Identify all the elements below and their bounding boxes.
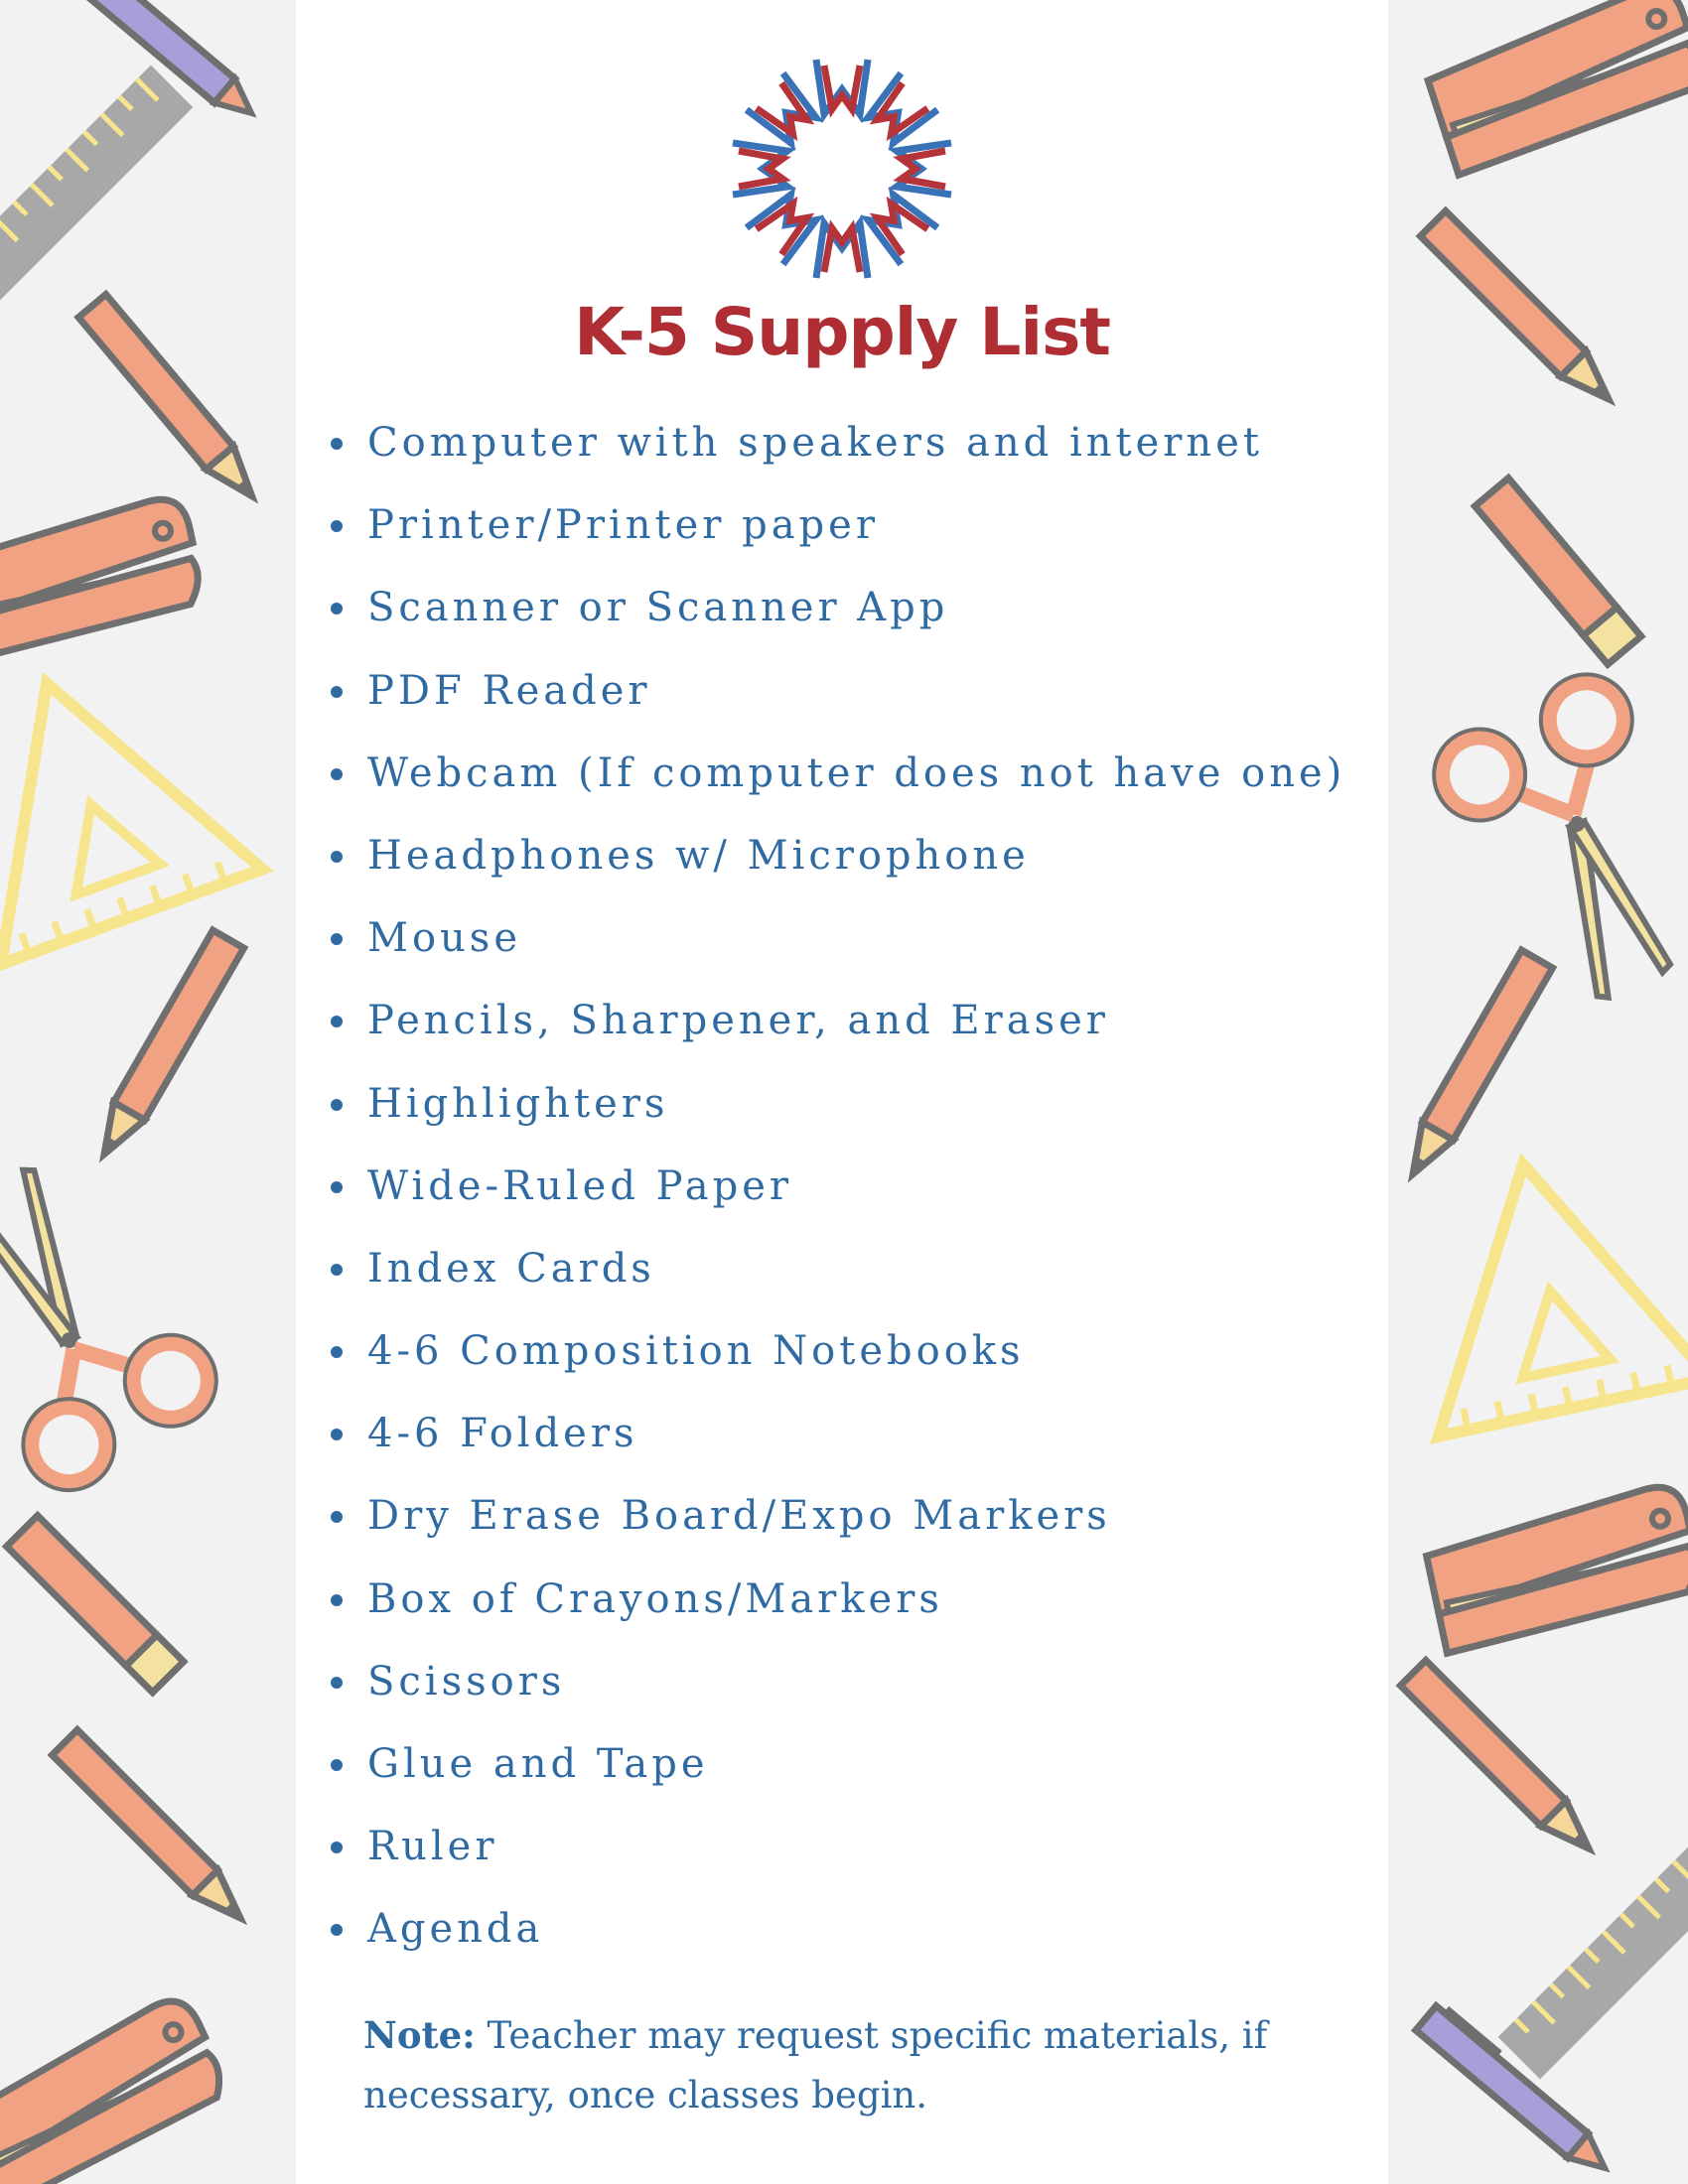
bullet-icon — [331, 438, 343, 450]
right-decorative-border — [1388, 0, 1688, 2184]
note-paragraph — [363, 2005, 1336, 2125]
note-text: Teacher may request specific materials, if necessary, once classes begin. — [363, 2014, 1268, 2116]
stapler-icon — [0, 1992, 234, 2184]
list-item-label: Agenda — [367, 1906, 544, 1953]
bullet-icon — [331, 1677, 343, 1689]
list-item-label: Index Cards — [367, 1245, 655, 1292]
bullet-icon — [331, 1099, 343, 1111]
list-item — [326, 1723, 1345, 1806]
stapler-icon — [1422, 0, 1688, 175]
list-item — [326, 1393, 1345, 1475]
list-item-label: 4-6 Composition Notebooks — [367, 1328, 1025, 1375]
pencil-icon — [78, 295, 265, 508]
left-decorative-border — [0, 0, 296, 2184]
bullet-icon — [331, 603, 343, 614]
marker-icon — [1475, 478, 1640, 665]
list-item-label: Computer with speakers and internet — [367, 420, 1263, 466]
bullet-icon — [331, 1264, 343, 1276]
bullet-icon — [331, 1759, 343, 1771]
bullet-icon — [331, 520, 343, 532]
list-item-label: Highlighters — [367, 1080, 669, 1127]
bullet-icon — [331, 1016, 343, 1027]
list-item — [326, 897, 1345, 980]
list-item-label: Pencils, Sharpener, and Eraser — [367, 998, 1109, 1044]
list-item-label: Ruler — [367, 1824, 498, 1870]
list-item-label: Headphones w/ Microphone — [367, 832, 1030, 879]
list-item — [326, 1559, 1345, 1641]
list-item-label: PDF Reader — [367, 667, 651, 714]
bullet-icon — [331, 1346, 343, 1358]
list-item — [326, 980, 1345, 1062]
set-square-icon — [1388, 1136, 1688, 1436]
list-item — [326, 650, 1345, 733]
stapler-icon — [1423, 1482, 1688, 1654]
pencil-icon — [1400, 1660, 1601, 1860]
set-square-icon — [0, 636, 262, 965]
bullet-icon — [331, 1594, 343, 1606]
list-item-label: Dry Erase Board/Expo Markers — [367, 1493, 1111, 1540]
bullet-icon — [331, 686, 343, 698]
page-title: K-5 Supply List — [574, 294, 1110, 370]
list-item — [326, 733, 1345, 815]
list-item-label: Mouse — [367, 915, 521, 962]
bullet-icon — [331, 933, 343, 945]
list-item-label: 4-6 Folders — [367, 1411, 638, 1457]
supply-list — [326, 402, 1345, 1972]
list-item — [326, 402, 1345, 484]
list-item — [326, 1806, 1345, 1888]
pencil-icon — [1420, 210, 1620, 411]
list-item-label: Scanner or Scanner App — [367, 585, 949, 631]
bullet-icon — [331, 1924, 343, 1936]
list-item-label: Printer/Printer paper — [367, 502, 879, 549]
list-item-label: Glue and Tape — [367, 1741, 709, 1787]
bullet-icon — [331, 1511, 343, 1523]
list-item — [326, 1641, 1345, 1723]
bullet-icon — [331, 1842, 343, 1853]
bullet-icon — [331, 1429, 343, 1440]
list-item — [326, 1228, 1345, 1310]
logo-icon — [723, 50, 961, 288]
stapler-icon — [0, 494, 208, 666]
list-item — [326, 567, 1345, 649]
ruler-icon — [0, 66, 193, 333]
scissors-icon — [0, 1132, 237, 1505]
list-item — [326, 1888, 1345, 1971]
list-item — [326, 815, 1345, 897]
pencil-icon — [52, 1729, 252, 1930]
list-item-label: Wide-Ruled Paper — [367, 1162, 793, 1209]
bullet-icon — [331, 851, 343, 863]
list-item-label: Scissors — [367, 1658, 566, 1705]
list-item — [326, 1063, 1345, 1146]
list-item-label: Box of Crayons/Markers — [367, 1575, 943, 1622]
marker-icon — [7, 1516, 184, 1693]
bullet-icon — [331, 768, 343, 780]
list-item — [326, 1475, 1345, 1558]
list-item — [326, 1146, 1345, 1228]
list-item-label: Webcam (If computer does not have one) — [367, 750, 1346, 796]
pencil-icon — [1397, 950, 1552, 1183]
list-item — [326, 484, 1345, 567]
bullet-icon — [331, 1181, 343, 1193]
content-panel — [296, 0, 1388, 2184]
list-item — [326, 1310, 1345, 1393]
note-label: Note: — [363, 2013, 476, 2057]
pencil-icon — [88, 930, 243, 1163]
